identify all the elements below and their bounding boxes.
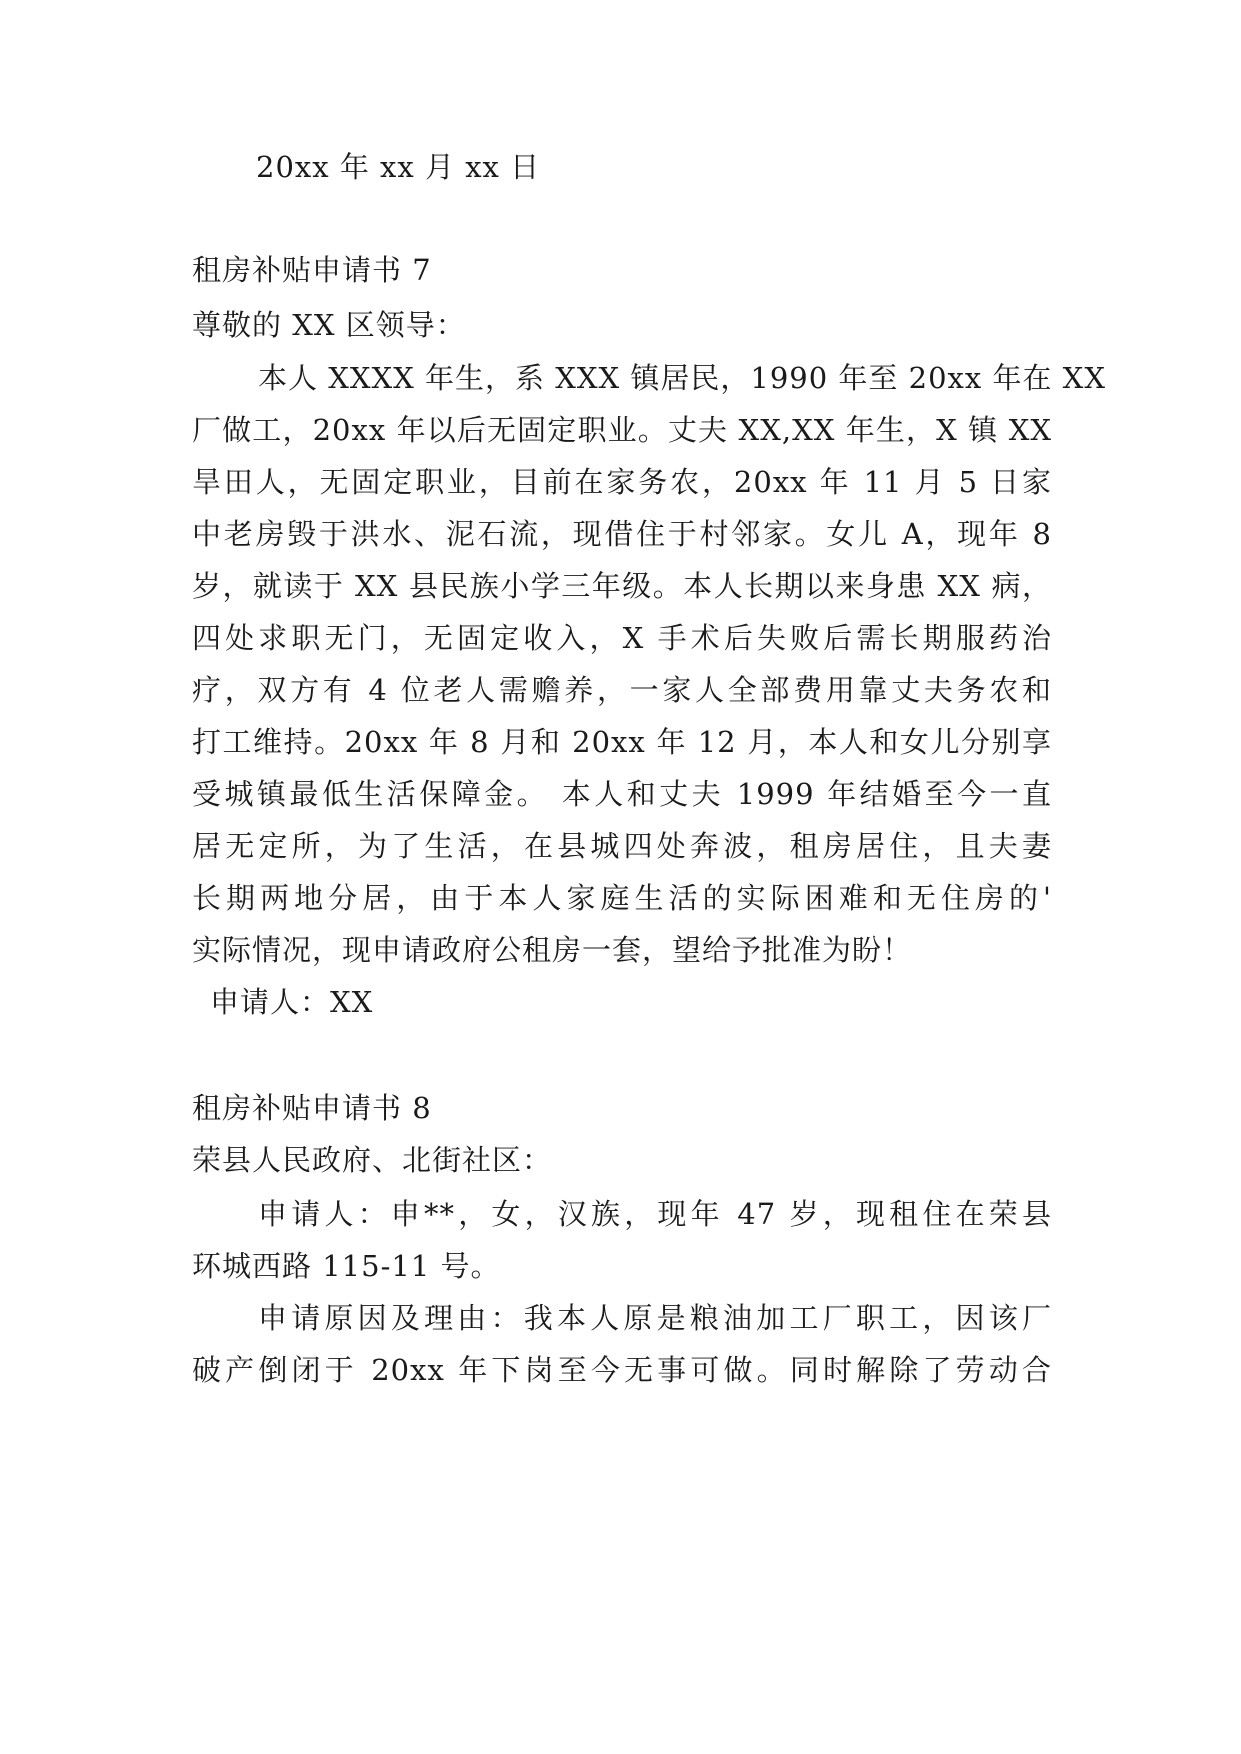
date-line: 20xx 年 xx 月 xx 日 — [256, 150, 541, 184]
letter8-title: 租房补贴申请书 8 — [192, 1091, 432, 1125]
letter7-body-line: 疗，双方有 4 位老人需赡养，一家人全部费用靠丈夫务农和 — [192, 673, 1052, 707]
letter8-body-line: 破产倒闭于 20xx 年下岗至今无事可做。同时解除了劳动合 — [192, 1353, 1052, 1387]
letter7-body-line: 旱田人，无固定职业，目前在家务农，20xx 年 11 月 5 日家 — [192, 465, 1052, 499]
letter7-body-line: 长期两地分居，由于本人家庭生活的实际困难和无住房的' — [192, 881, 1052, 915]
letter7-body-line: 厂做工，20xx 年以后无固定职业。丈夫 XX,XX 年生，X 镇 XX — [192, 413, 1052, 447]
letter7-salutation: 尊敬的 XX 区领导： — [192, 308, 466, 342]
letter7-body-line: 四处求职无门，无固定收入，X 手术后失败后需长期服药治 — [192, 621, 1052, 655]
letter7-body-line: 中老房毁于洪水、泥石流，现借住于村邻家。女儿 A，现年 8 — [192, 517, 1052, 551]
letter8-body-line: 环城西路 115-11 号。 — [192, 1249, 501, 1283]
letter7-body-line: 受城镇最低生活保障金。 本人和丈夫 1999 年结婚至今一直 — [192, 777, 1052, 811]
letter7-body-line: 打工维持。20xx 年 8 月和 20xx 年 12 月，本人和女儿分别享 — [192, 725, 1052, 759]
letter7-body-line: 实际情况，现申请政府公租房一套，望给予批准为盼！ — [192, 933, 913, 967]
letter7-body-line: 岁，就读于 XX 县民族小学三年级。本人长期以来身患 XX 病， — [192, 569, 1052, 603]
letter7-signature: 申请人：XX — [210, 985, 374, 1019]
letter7-body-line: 居无定所，为了生活，在县城四处奔波，租房居住，且夫妻 — [192, 829, 1052, 863]
letter8-salutation: 荣县人民政府、北街社区： — [192, 1143, 553, 1177]
letter8-body-line: 申请人：申**，女，汉族，现年 47 岁，现租住在荣县 — [258, 1197, 1052, 1231]
letter7-title: 租房补贴申请书 7 — [192, 253, 432, 287]
letter8-body-line: 申请原因及理由：我本人原是粮油加工厂职工，因该厂 — [258, 1301, 1052, 1335]
letter7-body-line: 本人 XXXX 年生，系 XXX 镇居民，1990 年至 20xx 年在 XX — [258, 361, 1106, 395]
